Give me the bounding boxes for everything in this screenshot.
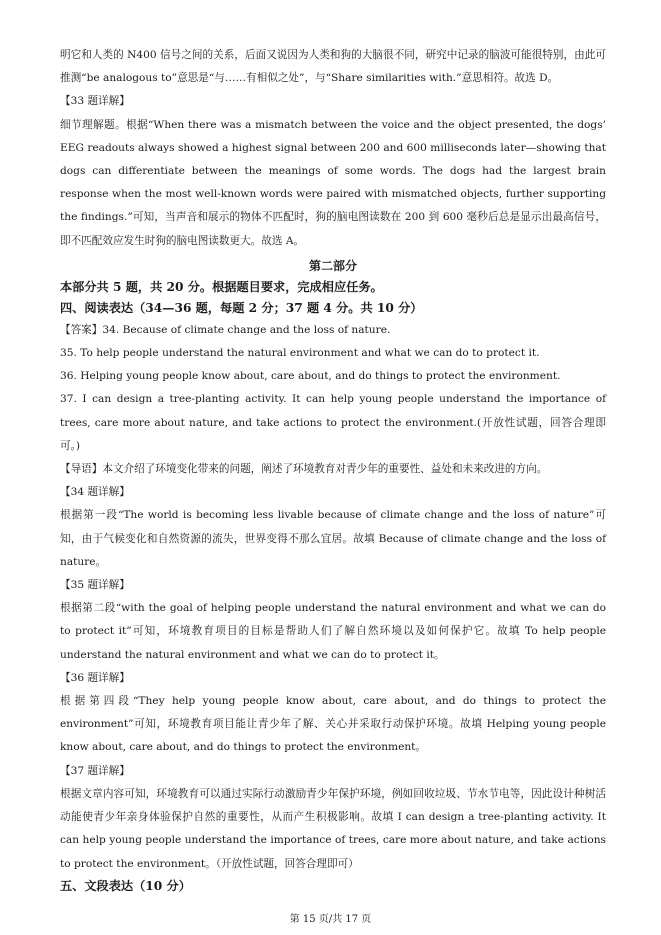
section5-title: 五、文段表达（10 分） — [60, 878, 191, 893]
page-content — [60, 44, 606, 897]
part2-title: 第二部分 — [308, 258, 357, 273]
answer-37: 37. I can design a tree-planting activity. It can help young people understand the importance of trees, care more about nature, and take actions to protect the environment.(开放性试题，回答合理即可。) — [60, 393, 606, 452]
answer-35: 35. To help people understand the natural environment and what we can do to protect it. — [60, 347, 540, 360]
q34-explanation: 根据第一段“The world is becoming less livable because of climate change and the loss of nature”可知，由于气候变化和自然资源的流失，世界变得不那么宜居。故填 Because of climate change and the loss of nature。 — [60, 509, 606, 568]
q33-title: 【33 题详解】 — [60, 95, 130, 108]
q34-title: 【34 题详解】 — [60, 486, 130, 499]
guide-text: 【导语】本文介绍了环境变化带来的问题，阐述了环境教育对青少年的重要性、益处和未来改进的方向。 — [60, 463, 548, 476]
answer-line: 【答案】34. Because of climate change and the loss of nature. — [60, 323, 391, 336]
q33-explanation: 细节理解题。根据“When there was a mismatch between the voice and the object presented, the dogs’ EEG readouts always showed a highest signal between 200 and 600 milliseconds later—showing that dogs can differentiate between the meanings of some words. The dogs had the largest brain response when the most well-known words were paired with mismatched objects, further supporting the findings.”可知，当声音和展示的物体不匹配时，狗的脑电图读数在 200 到 600 毫秒后总是显示出最高信号，即不匹配效应发生时狗的脑电图读数更大。故选 A。 — [60, 118, 606, 247]
page-footer: 第 15 页/共 17 页 — [289, 914, 372, 925]
paragraph-q32-continuation: 明它和人类的 N400 信号之间的关系，后面又说因为人类和狗的大脑很不同，研究中记录的脑波可能很特别，由此可推测“be analogous to”意思是“与……有相似之处”，与“Share similarities with.”意思相符。故选 D。 — [60, 49, 606, 85]
q35-explanation: 根据第二段“with the goal of helping people understand the natural environment and what we can do to protect it”可知，环境教育项目的目标是帮助人们了解自然环境以及如何保护它。故填 To help people understand the natural environment and what we can do to protect it。 — [60, 602, 606, 661]
part2-description: 本部分共 5 题，共 20 分。根据题目要求，完成相应任务。 — [60, 279, 383, 294]
q37-title: 【37 题详解】 — [60, 764, 130, 777]
q36-explanation: 根据第四段“They help young people know about, care about, and do things to protect the environment”可知，环境教育项目能让青少年了解、关心并采取行动保护环境。故填 Helping young people know about, care about, and do things to protect the environment。 — [60, 695, 606, 754]
answer-36: 36. Helping young people know about, care about, and do things to protect the environment. — [60, 370, 561, 383]
q37-explanation: 根据文章内容可知，环境教育可以通过实际行动激励青少年保护环境，例如回收垃圾、节水节电等，因此设计种树活动能使青少年亲身体验保护自然的重要性，从而产生积极影响。故填 I can design a tree-planting activity. It can help young people understand the importance of trees, care more about nature, and take actions to protect the environment。（开放性试题，回答合理即可） — [60, 787, 606, 870]
section4-title: 四、阅读表达（34—36 题，每题 2 分；37 题 4 分。共 10 分） — [60, 300, 423, 315]
q35-title: 【35 题详解】 — [60, 579, 130, 592]
q36-title: 【36 题详解】 — [60, 671, 130, 684]
